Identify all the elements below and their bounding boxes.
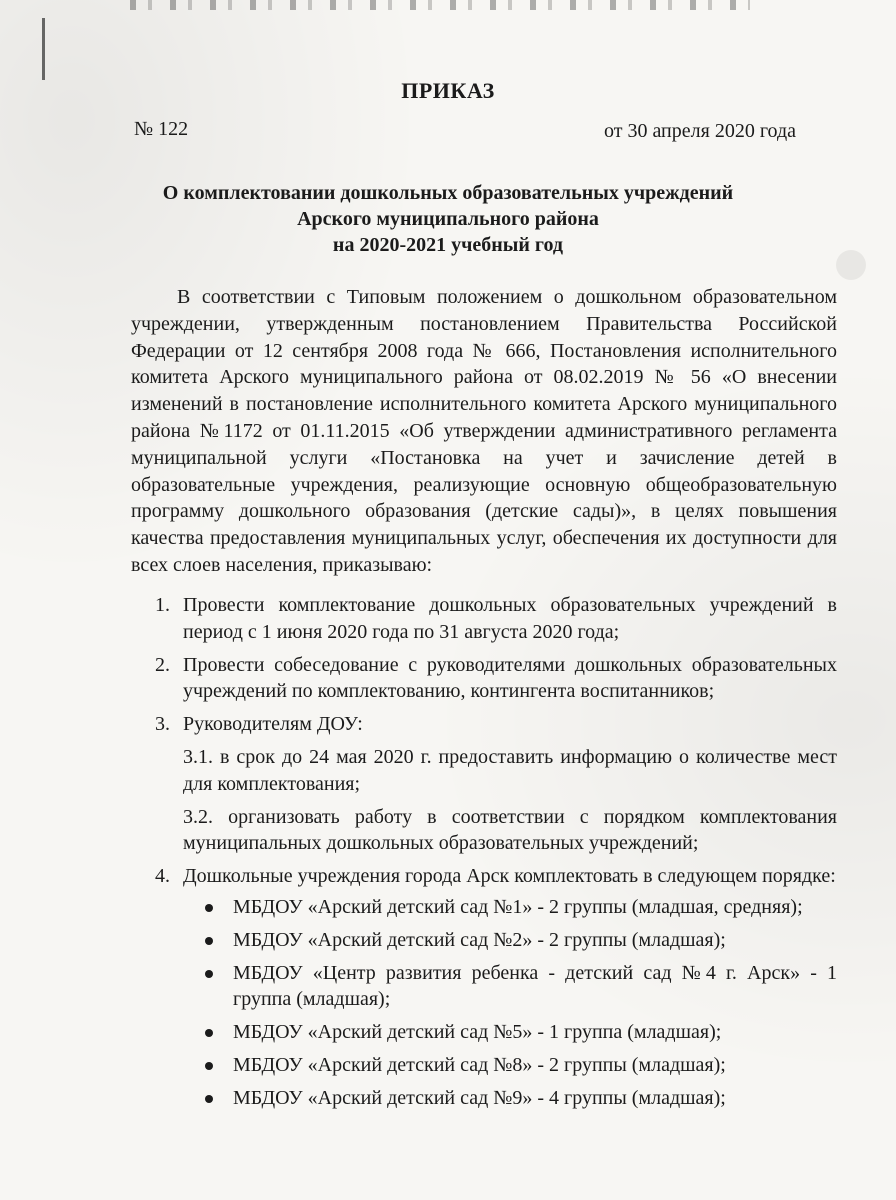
item-text: Дошкольные учреждения города Арск комплектовать в следующем порядке: xyxy=(183,865,836,888)
bullet-icon xyxy=(205,937,213,945)
bullet-icon xyxy=(205,1029,213,1037)
item-text: Провести комплектование дошкольных образовательных учреждений в период с 1 июня 2020 года по 31 августа 2020 года; xyxy=(183,594,837,643)
kindergarten-entry xyxy=(183,894,837,921)
sub-item: 3.1. в срок до 24 мая 2020 г. предоставить информацию о количестве мест для комплектования; xyxy=(183,745,837,795)
order-item xyxy=(131,592,837,646)
bullet-icon xyxy=(205,904,213,912)
bullet-icon xyxy=(205,970,213,978)
bullet-icon xyxy=(205,1095,213,1103)
item-number: 1. xyxy=(155,594,170,616)
preamble-paragraph: В соответствии с Типовым положением о дошкольном образовательном учреждении, утвержденным постановлением Правительства Российской Федерации от 12 сентября 2008 года № 666, Постановления исполнительного комитета Арского муниципального района от 08.02.2019 № 56 «О внесении изменений в постановление исполнительного комитета Арского муниципального района №1172 от 01.11.2015 «Об утверждении административного регламента муниципальной услуги «Постановка на учет и зачисление детей в образовательные учреждения, реализующие основную общеобразовательную программу дошкольного образования (детские сады)», в целях повышения качества предоставления муниципальных услуг, обеспечения их доступности для всех слоев населения, приказываю: xyxy=(131,286,837,576)
order-item xyxy=(131,711,837,857)
document-title: ПРИКАЗ xyxy=(401,78,495,103)
sub-item: 3.2. организовать работу в соответствии с порядком комплектования муниципальных дошкольных образовательных учреждений; xyxy=(183,805,837,855)
order-item xyxy=(131,863,837,1111)
kindergarten-text: МБДОУ «Арский детский сад №8» - 2 группы (младшая); xyxy=(233,1053,726,1076)
item-text: Руководителям ДОУ: xyxy=(183,713,363,736)
kindergarten-text: МБДОУ «Арский детский сад №1» - 2 группы (младшая, средняя); xyxy=(233,895,803,918)
item-text: Провести собеседование с руководителями дошкольных образовательных учреждений по комплектованию, контингента воспитанников; xyxy=(183,653,837,703)
item-number: 2. xyxy=(155,653,170,676)
order-item xyxy=(131,652,837,706)
kindergarten-text: МБДОУ «Центр развития ребенка - детский сад №4 г. Арск» - 1 группа (младшая); xyxy=(233,961,837,1011)
subject-line: Арского муниципального района xyxy=(297,208,599,230)
subject-line: О комплектовании дошкольных образовательных учреждений xyxy=(162,182,734,204)
scan-artifact xyxy=(130,0,750,10)
order-items-list xyxy=(131,592,837,1118)
kindergarten-text: МБДОУ «Арский детский сад №2» - 2 группы (младшая); xyxy=(233,928,726,951)
kindergarten-entry xyxy=(183,1052,837,1079)
kindergarten-entry xyxy=(183,960,837,1014)
kindergarten-list xyxy=(183,894,837,1112)
kindergarten-text: МБДОУ «Арский детский сад №5» - 1 группа (младшая); xyxy=(233,1021,722,1044)
order-number: № 122 xyxy=(134,118,189,140)
subject-line: на 2020-2021 учебный год xyxy=(332,234,564,256)
item-number: 4. xyxy=(155,865,170,888)
order-date: от 30 апреля 2020 года xyxy=(603,120,796,142)
scan-edge-mark xyxy=(42,18,45,80)
item-number: 3. xyxy=(155,713,170,736)
order-subject xyxy=(0,180,896,258)
kindergarten-text: МБДОУ «Арский детский сад №9» - 4 группы (младшая); xyxy=(233,1086,726,1109)
kindergarten-entry xyxy=(183,1085,837,1112)
kindergarten-entry xyxy=(183,927,837,954)
bullet-icon xyxy=(205,1062,213,1070)
kindergarten-entry xyxy=(183,1019,837,1046)
